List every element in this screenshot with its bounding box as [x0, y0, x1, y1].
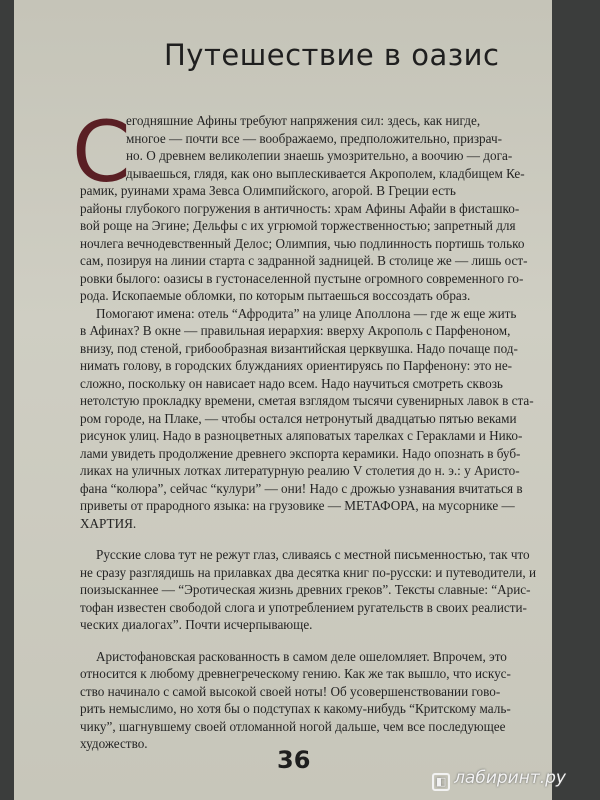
text-line: многое — почти все — воображаемо, предположительно, призрач-	[126, 130, 503, 146]
text-line: рода. Ископаемые обломки, по которым пытаешься воссоздать образ.	[80, 288, 471, 303]
text-line: внизу, под стеной, грибообразная византийская церквушка. Надо почаще под-	[80, 340, 518, 356]
watermark-text: лабиринт.ру	[454, 768, 566, 788]
book-page	[14, 0, 576, 800]
text-line: нимать голову, в городских блужданиях ориентируясь по Парфенону: это не-	[80, 358, 513, 373]
text-line: Аристофановская раскованность в самом деле ошеломляет. Впрочем, это	[96, 648, 507, 664]
text-line: ческих диалогах”. Почти исчерпывающе.	[80, 617, 313, 632]
paragraph-4	[80, 648, 576, 753]
paragraph-1	[80, 112, 576, 305]
text-line: тофан известен свободой слога и употреблением ругательств в своих реалисти-	[80, 599, 527, 615]
page-edge-shadow	[552, 0, 576, 800]
paragraph-3	[80, 546, 576, 634]
text-line: чику”, шагнувшему своей отломанной ногой дальше, чем все последующее	[80, 718, 506, 734]
text-line: егодняшние Афины требуют напряжения сил: здесь, как нигде,	[126, 113, 481, 128]
text-line: ство начинало с самой высокой своей ноты! Об усовершенствовании гово-	[80, 683, 501, 699]
text-line: Русские слова тут не режут глаз, сливаясь с местной письменностью, так что	[96, 547, 530, 562]
text-line: дываешься, глядя, как оно выплескивается Акрополем, кладбищем Ке-	[126, 165, 525, 181]
body-text	[80, 112, 576, 753]
text-line: рить немыслимо, но хотя бы о подступах к какому-нибудь “Критскому маль-	[80, 701, 511, 716]
text-line: ХАРТИЯ.	[80, 515, 137, 531]
text-line: ром городе, на Плаке, — чтобы остался нетронутый двадцатью пятью веками	[80, 410, 517, 426]
text-line: сложно, поскольку он нависает надо всем. Надо научиться смотреть сквозь	[80, 375, 503, 391]
text-line: поизысканнее — “Эротическая жизнь древних греков”. Тексты славные: “Арис-	[80, 582, 531, 597]
page-number: 36	[277, 746, 311, 774]
text-line: вой роще на Эгине; Дельфы с их угрюмой торжественностью; запретный для	[80, 218, 516, 233]
text-line: ночлега вечнодевственный Делос; Олимпия, чью подлинность портишь только	[80, 235, 525, 251]
text-line: лами увидеть продолжение древнего экспорта керамики. Надо опознать в буб-	[80, 445, 521, 461]
text-line: ровки былого: оазисы в густонаселенной пустыне огромного современного го-	[80, 270, 524, 286]
text-line: районы глубокого погружения в античность: храм Афины Афайи в фисташко-	[80, 200, 520, 216]
text-line: нетолстую прокладку времени, сметая взглядом тысячи сувенирных лавок в ста-	[80, 393, 534, 408]
text-line: фана “колюра”, сейчас “кулури” — они! Надо с дрожью узнавания вчитаться в	[80, 480, 523, 496]
text-line: приветы от прародного языка: на грузовике — МЕТАФОРА, на мусорнике —	[80, 498, 515, 513]
text-line: относится к любому древнегреческому гению. Как же так вышло, что искус-	[80, 666, 511, 681]
text-line: сам, позируя на линии старта с задранной задницей. В столице же — лишь ост-	[80, 253, 528, 268]
watermark	[432, 768, 566, 791]
text-line: рамик, руинами храма Зевса Олимпийского, агорой. В Греции есть	[80, 183, 456, 198]
text-line: художество.	[80, 736, 148, 751]
text-line: Помогают имена: отель “Афродита” на улице Аполлона — где ж еще жить	[96, 305, 517, 321]
text-line: в Афинах? В окне — правильная иерархия: вверху Акрополь с Парфеноном,	[80, 323, 511, 338]
labirint-logo-icon: ◧	[432, 773, 450, 791]
text-line: ликах на уличных лотках литературную реалию V столетия до н. э.: у Аристо-	[80, 463, 520, 478]
text-line: но. О древнем великолепии знаешь умозрительно, а воочию — дога-	[126, 148, 513, 163]
chapter-title: Путешествие в оазис	[164, 38, 500, 72]
paragraph-2	[80, 305, 576, 533]
text-line: не сразу разглядишь на прилавках два десятка книг по-русски: и путеводители, и	[80, 564, 537, 580]
drop-cap: С	[72, 103, 131, 201]
text-line: рисунок улиц. Надо в разноцветных аляповатых тарелках с Гераклами и Нико-	[80, 428, 523, 443]
